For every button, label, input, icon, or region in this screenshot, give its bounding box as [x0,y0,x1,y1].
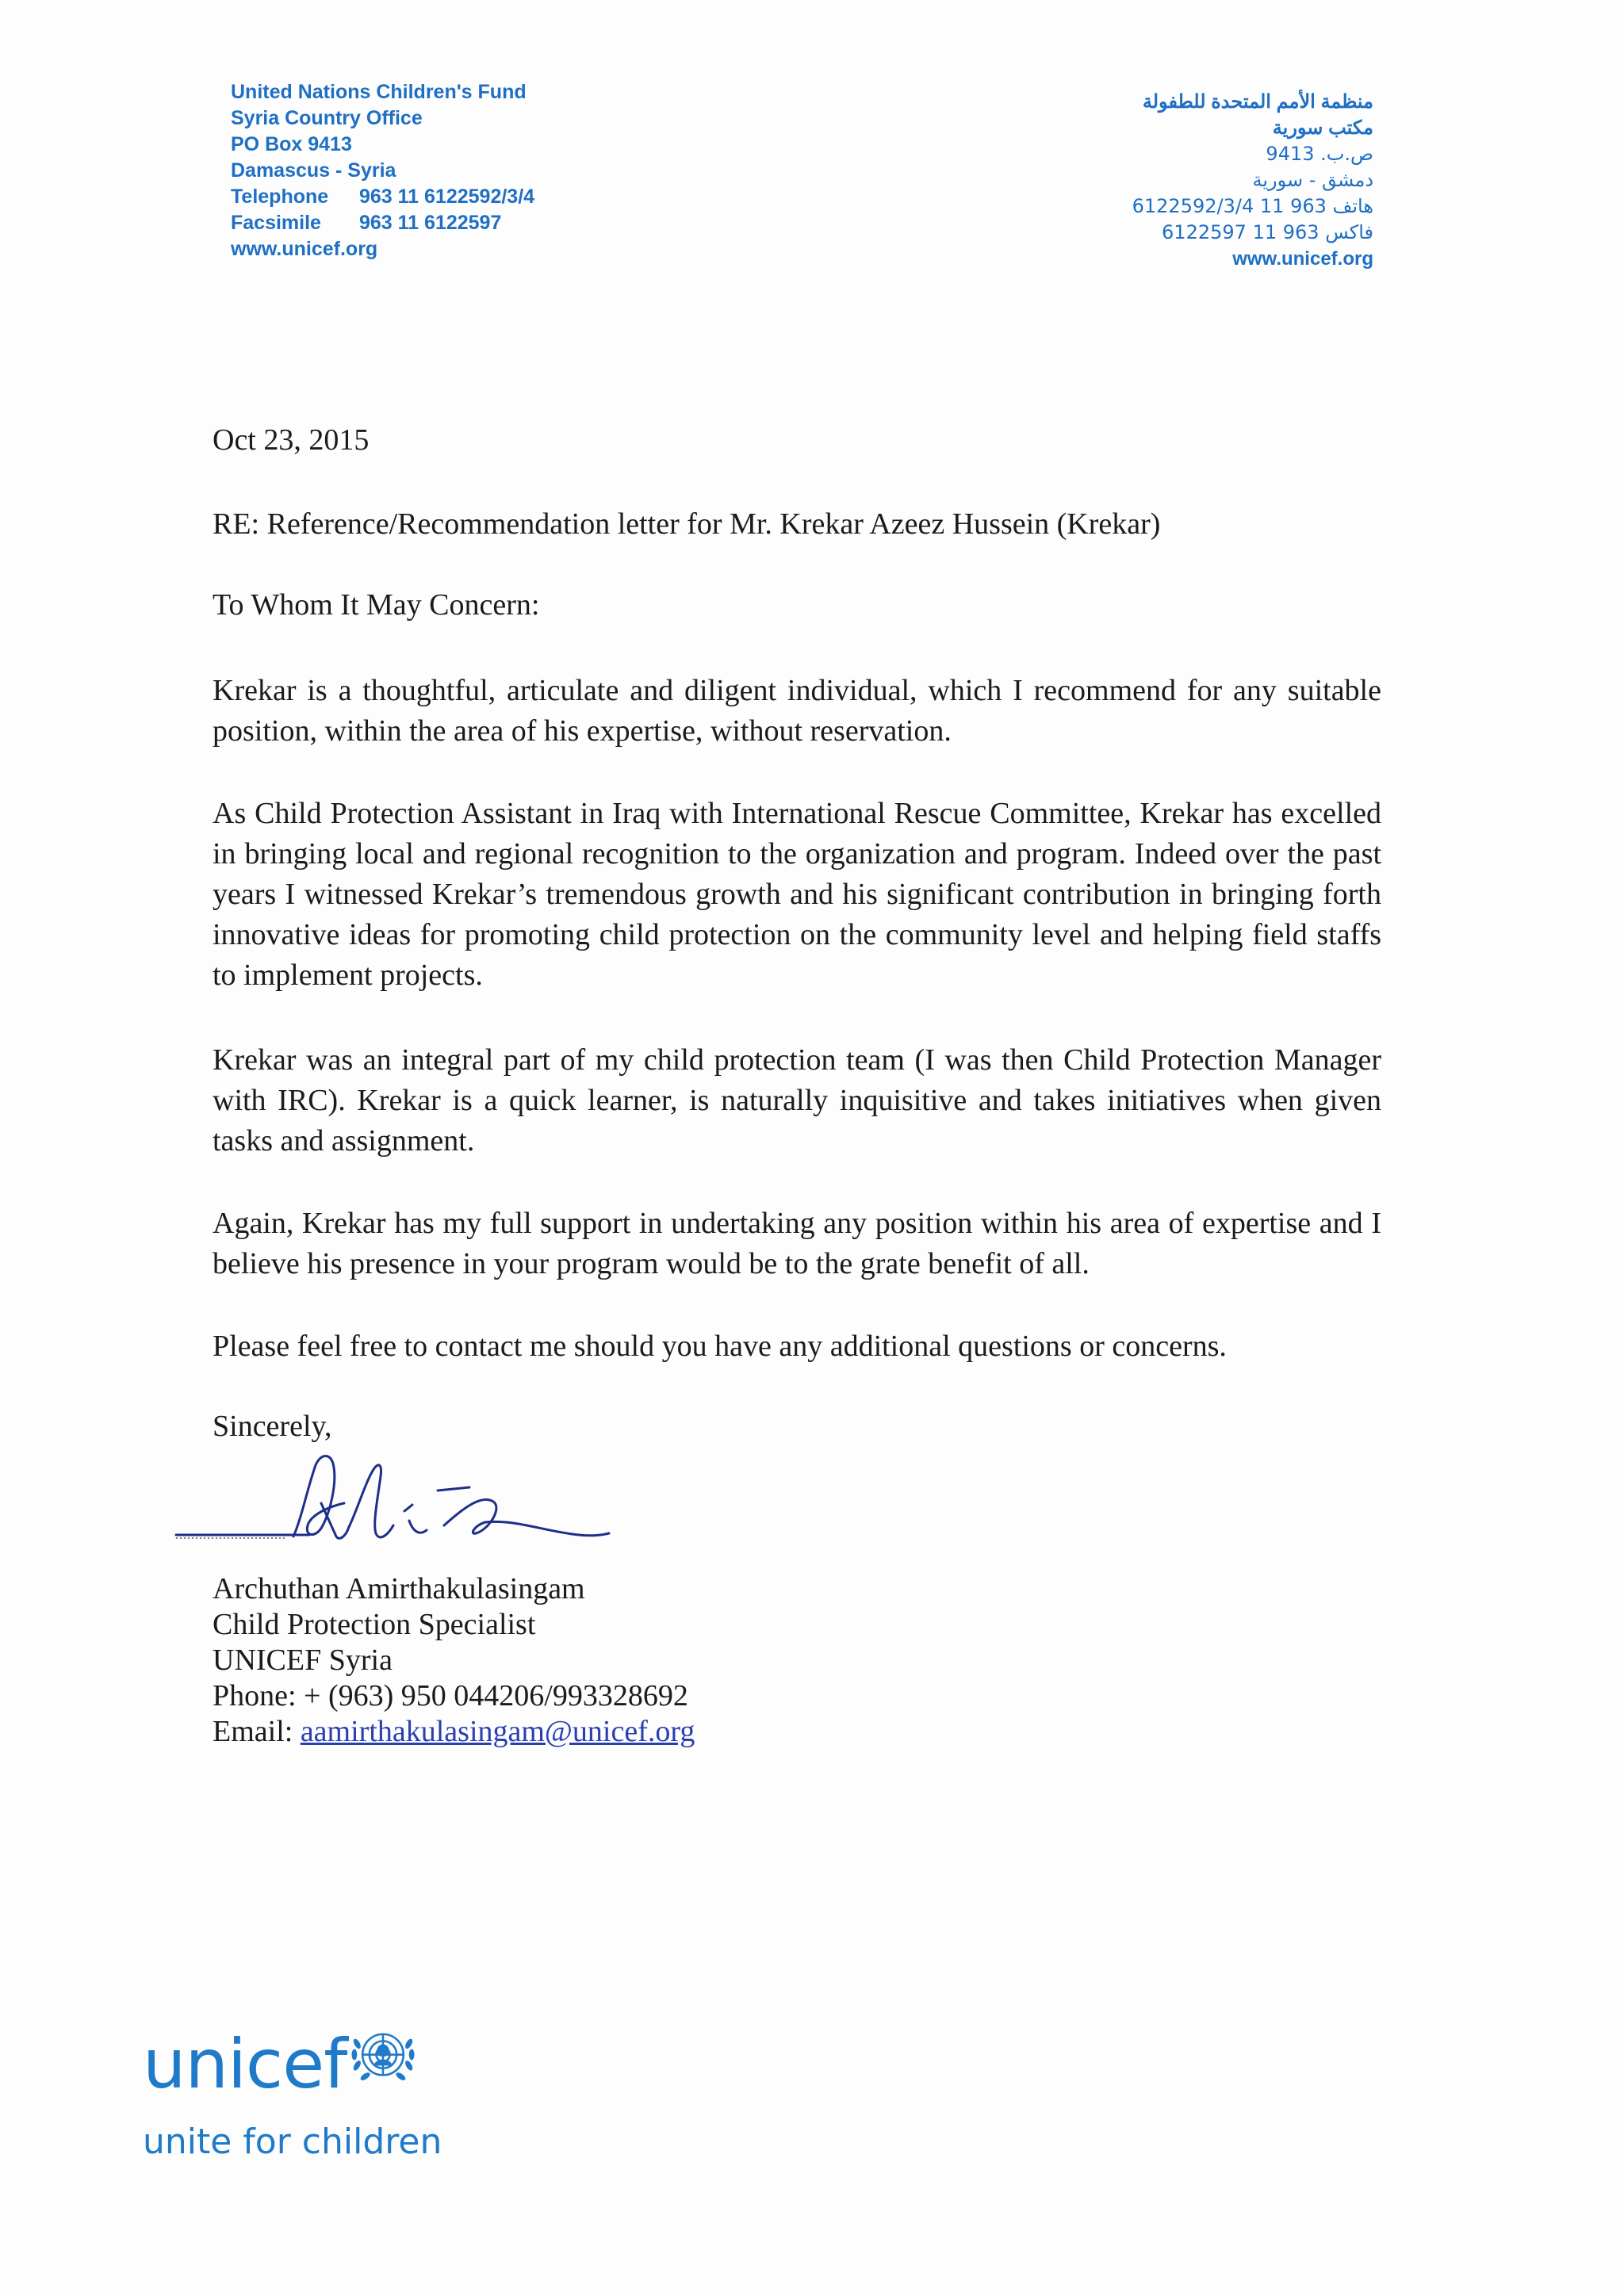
signatory-org: UNICEF Syria [213,1644,393,1677]
unicef-logo [143,2026,417,2103]
letter-closing: Sincerely, [213,1410,332,1443]
logo-wordmark: unicef [143,2025,347,2104]
paragraph-4: Again, Krekar has my full support in undertaking any position within his area of expertise and I believe his presence in your program would be to the grate benefit of all. [213,1207,1381,1280]
un-emblem-icon [349,2023,417,2091]
city-arabic: دمشق - سورية [1252,169,1373,191]
telephone-arabic: هاتف 963 11 6122592/3/4 [1132,195,1373,217]
telephone-value: 963 11 6122592/3/4 [359,186,535,208]
facsimile-label: Facsimile [231,212,321,234]
facsimile-value: 963 11 6122597 [359,212,502,234]
letter-subject: RE: Reference/Recommendation letter for Mr. Krekar Azeez Hussein (Krekar) [213,507,1161,541]
letterhead-english [231,79,534,262]
logo-tagline: unite for children [143,2122,442,2162]
letterhead-arabic [1132,89,1373,272]
signature-block [213,1571,695,1750]
letter-date: Oct 23, 2015 [213,423,370,457]
paragraph-5: Please feel free to contact me should you have any additional questions or concerns. [213,1330,1227,1363]
org-name: United Nations Children's Fund [231,81,527,103]
signatory-title: Child Protection Specialist [213,1608,536,1641]
po-box: PO Box 9413 [231,133,352,155]
paragraph-2: As Child Protection Assistant in Iraq with International Rescue Committee, Krekar has excelled in bringing local and regional recognition to the organization and program. Indeed over the past years I witnessed Krekar’s tremendous growth and his significant contribution in bringing forth innovative ideas for promoting child protection on the community level and helping field staffs to implement projects. [213,797,1381,992]
telephone-row [231,184,534,210]
office-name-arabic: مكتب سورية [1272,117,1373,139]
telephone-label: Telephone [231,186,329,208]
office-name: Syria Country Office [231,107,423,129]
signatory-phone: Phone: + (963) 950 044206/993328692 [213,1679,688,1712]
website-link-arabic[interactable]: www.unicef.org [1232,248,1373,270]
handwritten-signature [174,1448,619,1551]
paragraph-1: Krekar is a thoughtful, articulate and diligent individual, which I recommend for any suitable position, within the area of his expertise, without reservation. [213,674,1381,748]
facsimile-arabic: فاكس 963 11 6122597 [1162,221,1373,243]
email-link[interactable]: aamirthakulasingam@unicef.org [300,1715,695,1748]
facsimile-row [231,210,534,236]
signatory-email-row [213,1714,695,1750]
paragraph-3: Krekar was an integral part of my child protection team (I was then Child Protection Manager with IRC). Krekar is a quick learner, is naturally inquisitive and takes initiatives when given tasks and assignment. [213,1043,1381,1158]
po-box-arabic: ص.ب. 9413 [1266,143,1373,165]
website-link[interactable]: www.unicef.org [231,238,378,260]
org-name-arabic: منظمة الأمم المتحدة للطفولة [1142,91,1373,113]
city: Damascus - Syria [231,159,396,182]
letter-salutation: To Whom It May Concern: [213,588,540,622]
signatory-name: Archuthan Amirthakulasingam [213,1572,585,1605]
email-label: Email: [213,1715,301,1748]
